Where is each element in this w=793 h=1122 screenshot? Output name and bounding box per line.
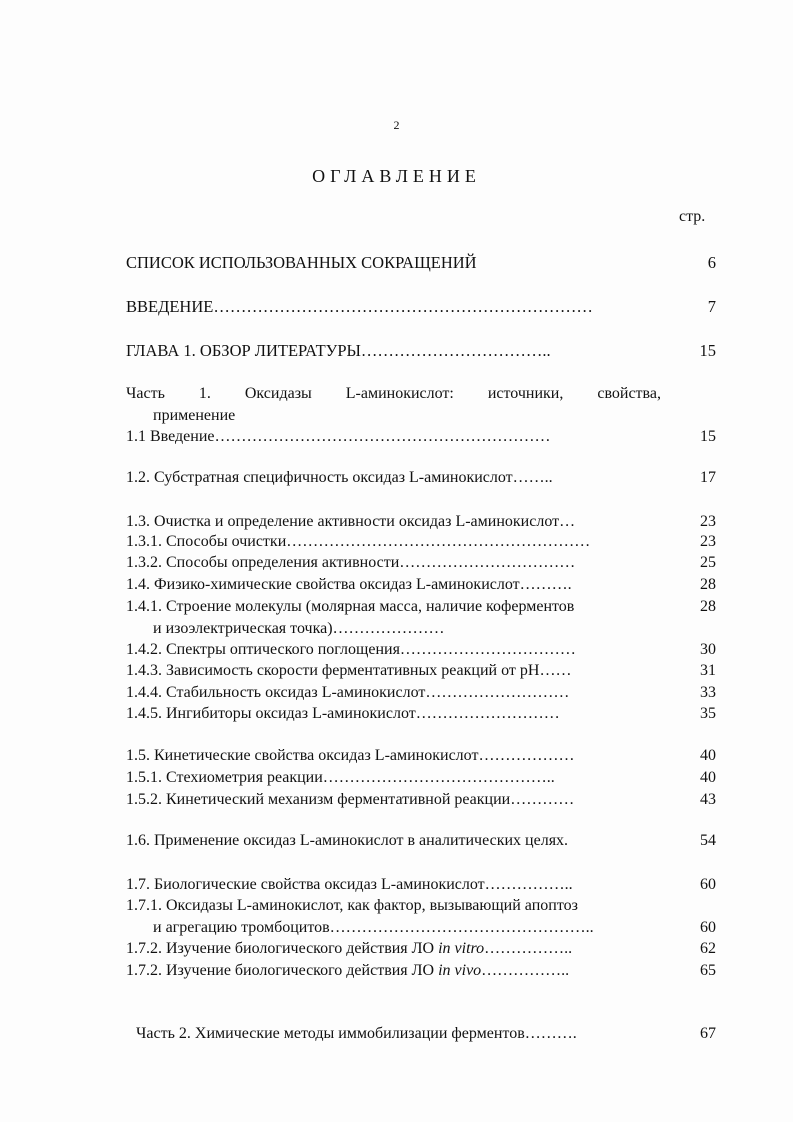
toc-entry-page: 67 <box>700 1025 716 1042</box>
toc-entry-page: 17 <box>700 469 716 486</box>
toc-entry-1-7 <box>126 874 716 896</box>
toc-entry-page: 6 <box>707 253 716 272</box>
toc-entry-page: 62 <box>700 940 716 957</box>
toc-entry-text: ВВЕДЕНИЕ…………………………………………………………… <box>126 297 593 316</box>
toc-entry-1-3 <box>126 511 716 533</box>
toc-entry-chapter-1 <box>126 340 716 362</box>
toc-entry-text <box>126 383 661 405</box>
toc-entry-text-continued: и агрегацию тромбоцитов………………………………………….. <box>153 919 594 936</box>
toc-entry-text <box>126 960 661 982</box>
toc-text-prefix: 1.7.2. Изучение биологического действия ЛО <box>126 962 439 979</box>
toc-entry-page: 31 <box>700 662 716 679</box>
toc-entry-text: 1.4.1. Строение молекулы (молярная масса, наличие коферментов <box>126 598 575 615</box>
toc-entry-text: ГЛАВА 1. ОБЗОР ЛИТЕРАТУРЫ…………………………….. <box>126 341 551 360</box>
toc-entry-text: 1.4.5. Ингибиторы оксидаз L-аминокислот……………………… <box>126 705 560 722</box>
toc-entry-1-3-2 <box>126 552 716 574</box>
toc-entry-text: 1.5.1. Стехиометрия реакции…………………………………….. <box>126 769 555 786</box>
toc-text-prefix: 1.7.2. Изучение биологического действия ЛО <box>126 940 439 957</box>
toc-entry-1-4-4 <box>126 682 716 704</box>
toc-entry-page: 40 <box>700 747 716 764</box>
toc-entry-text: Часть 2. Химические методы иммобилизации ферментов………. <box>136 1025 577 1042</box>
page-title: ОГЛАВЛЕНИЕ <box>312 166 481 186</box>
toc-entry-1-4-3 <box>126 660 716 682</box>
toc-entry-text: 1.4.3. Зависимость скорости ферментативных реакций от pH…… <box>126 662 572 679</box>
toc-entry-page: 30 <box>700 641 716 658</box>
toc-entry-page: 15 <box>700 428 716 445</box>
toc-entry-1-6 <box>126 830 716 852</box>
toc-entry-page: 28 <box>700 598 716 615</box>
toc-entry-1-7-2-in-vitro <box>126 938 716 960</box>
toc-entry-page: 7 <box>707 297 716 316</box>
toc-text-italic: in vitro <box>438 940 485 957</box>
toc-entry-text: 1.5.2. Кинетический механизм ферментативной реакции………… <box>126 791 575 808</box>
toc-entry-page: 28 <box>700 576 716 593</box>
toc-entry-page: 15 <box>699 341 716 360</box>
toc-line-1: Часть 1. Оксидазы L-аминокислот: источники, свойства, <box>126 385 661 402</box>
toc-text-italic: in vivo <box>438 962 482 979</box>
toc-entry-1-2 <box>126 467 716 489</box>
toc-entry-1-3-1 <box>126 531 716 553</box>
toc-entry-page: 35 <box>700 705 716 722</box>
toc-entry-text-continued: применение <box>153 407 236 424</box>
toc-entry-abbreviations <box>126 252 716 274</box>
toc-entry-1-4-2 <box>126 639 716 661</box>
toc-entry-1-5-2 <box>126 789 716 811</box>
toc-entry-text: 1.6. Применение оксидаз L-аминокислот в аналитических целях. <box>126 832 569 849</box>
toc-entry-1-4-1 <box>126 596 716 640</box>
toc-entry-1-4 <box>126 574 716 596</box>
toc-entry-page: 60 <box>700 876 716 893</box>
toc-entry-text: 1.1 Введение……………………………………………………… <box>126 428 551 445</box>
toc-entry-page: 25 <box>700 554 716 571</box>
toc-entry-text: 1.7.1. Оксидазы L-аминокислот, как фактор, вызывающий апоптоз <box>126 897 578 914</box>
toc-entry-page: 23 <box>700 533 716 550</box>
toc-entry-1-5-1 <box>126 767 716 789</box>
toc-entry-text: 1.2. Субстратная специфичность оксидаз L-аминокислот…….. <box>126 469 553 486</box>
toc-text-leader: …………….. <box>484 940 573 957</box>
toc-entry-page: 65 <box>700 962 716 979</box>
toc-entry-text: 1.4. Физико-химические свойства оксидаз L-аминокислот………. <box>126 576 572 593</box>
toc-entry-text: 1.5. Кинетические свойства оксидаз L-аминокислот……………… <box>126 747 575 764</box>
toc-entry-1-4-5 <box>126 703 716 725</box>
toc-entry-text: СПИСОК ИСПОЛЬЗОВАННЫХ СОКРАЩЕНИЙ <box>126 253 477 272</box>
toc-entry-1-7-2-in-vivo <box>126 960 716 982</box>
toc-entry-text-continued: и изоэлектрическая точка)………………… <box>153 620 445 637</box>
toc-entry-1-1 <box>126 426 716 448</box>
toc-entry-text: 1.3. Очистка и определение активности оксидаз L-аминокислот… <box>126 513 576 530</box>
page-number: 2 <box>393 118 400 132</box>
toc-entry-text: 1.7. Биологические свойства оксидаз L-аминокислот…………….. <box>126 876 573 893</box>
toc-entry-text: 1.4.4. Стабильность оксидаз L-аминокислот……………………… <box>126 684 570 701</box>
page-column-label: стр. <box>679 208 706 225</box>
toc-entry-1-7-1 <box>126 895 716 939</box>
toc-entry-text: 1.4.2. Спектры оптического поглощения…………………………… <box>126 641 576 658</box>
toc-entry-text: 1.3.1. Способы очистки………………………………………………… <box>126 533 591 550</box>
toc-entry-page: 40 <box>700 769 716 786</box>
toc-entry-page: 33 <box>700 684 716 701</box>
toc-text-leader: …………….. <box>481 962 570 979</box>
toc-entry-page: 43 <box>700 791 716 808</box>
toc-entry-text <box>126 938 661 960</box>
toc-entry-page: 60 <box>700 919 716 936</box>
toc-entry-part-2 <box>136 1023 716 1045</box>
toc-entry-text: 1.3.2. Способы определения активности…………………………… <box>126 554 576 571</box>
toc-entry-introduction <box>126 296 716 318</box>
toc-entry-part-1 <box>126 383 716 427</box>
toc-entry-page: 23 <box>700 513 716 530</box>
toc-entry-page: 54 <box>700 832 716 849</box>
toc-entry-1-5 <box>126 745 716 767</box>
